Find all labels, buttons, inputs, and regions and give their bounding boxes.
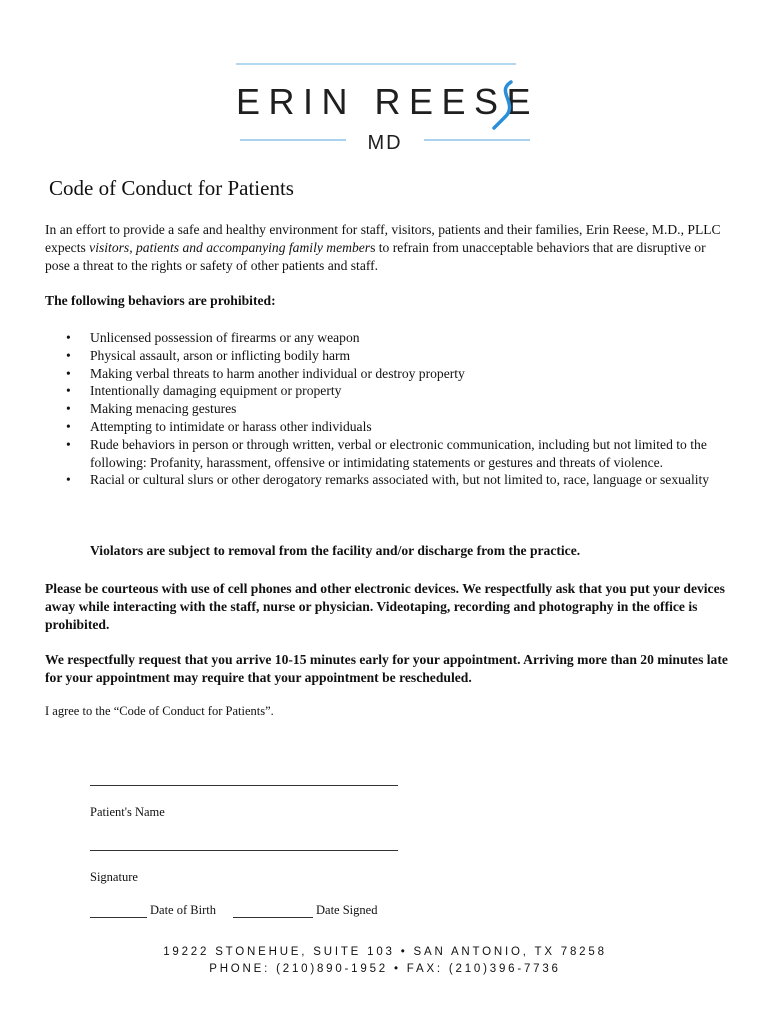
- list-item: • Attempting to intimidate or harass other individuals: [45, 418, 725, 436]
- list-item: • Intentionally damaging equipment or property: [45, 382, 725, 400]
- date-signed-line[interactable]: [233, 917, 313, 918]
- practice-logo: [0, 58, 770, 158]
- patient-name-line[interactable]: [90, 785, 398, 786]
- intro-paragraph: [45, 221, 725, 276]
- intro-text-part2: s to refrain from unacceptable behaviors that are disruptive or pose a threat to the rights or safety of other patients and staff.: [45, 240, 706, 274]
- logo-suffix: MD: [367, 132, 403, 154]
- prohibited-behaviors-list: [45, 329, 725, 489]
- intro-text-part1: In an effort to provide a safe and healthy environment for staff, visitors, patients and their families, Erin Reese, M.D., PLLC expects: [45, 222, 721, 256]
- date-signed-label: Date Signed: [316, 903, 378, 917]
- prohibited-heading: The following behaviors are prohibited:: [45, 293, 276, 308]
- list-item: • Rude behaviors in person or through written, verbal or electronic communication, including but not limited to the following: Profanity, harassment, offensive or intimidating statements or gestures and threats of violence.: [45, 436, 725, 472]
- logo-name: ERIN REESE: [236, 81, 540, 122]
- date-of-birth-label: Date of Birth: [150, 903, 216, 917]
- cell-phone-policy: Please be courteous with use of cell phones and other electronic devices. We respectfully ask that you put your devices away while interacting with the staff, nurse or physician. Videotaping, recording and photography in the office is prohibited.: [45, 581, 725, 633]
- list-item: • Racial or cultural slurs or other derogatory remarks associated with, but not limited to, race, language or sexuality: [45, 471, 725, 489]
- violators-notice: Violators are subject to removal from the facility and/or discharge from the practice.: [90, 543, 581, 558]
- list-item: • Physical assault, arson or inflicting bodily harm: [45, 347, 725, 365]
- footer-address: 19222 STONEHUE, SUITE 103 • SAN ANTONIO, TX 78258: [163, 946, 607, 958]
- document-title: Code of Conduct for Patients: [49, 176, 294, 200]
- arrival-policy: We respectfully request that you arrive 10-15 minutes early for your appointment. Arriving more than 20 minutes late for your appointment may require that your appointment be rescheduled.: [45, 652, 728, 686]
- date-of-birth-line[interactable]: [90, 917, 147, 918]
- agreement-statement: I agree to the “Code of Conduct for Patients”.: [45, 704, 274, 718]
- list-item: • Making verbal threats to harm another individual or destroy property: [45, 365, 725, 383]
- list-item: • Making menacing gestures: [45, 400, 725, 418]
- patient-name-label: Patient's Name: [90, 805, 165, 819]
- footer-contact: PHONE: (210)890-1952 • FAX: (210)396-7736: [209, 963, 561, 975]
- intro-text-emphasis: visitors, patients and accompanying family member: [89, 240, 371, 256]
- list-item: • Unlicensed possession of firearms or any weapon: [45, 329, 725, 347]
- signature-label: Signature: [90, 870, 138, 884]
- signature-line[interactable]: [90, 850, 398, 851]
